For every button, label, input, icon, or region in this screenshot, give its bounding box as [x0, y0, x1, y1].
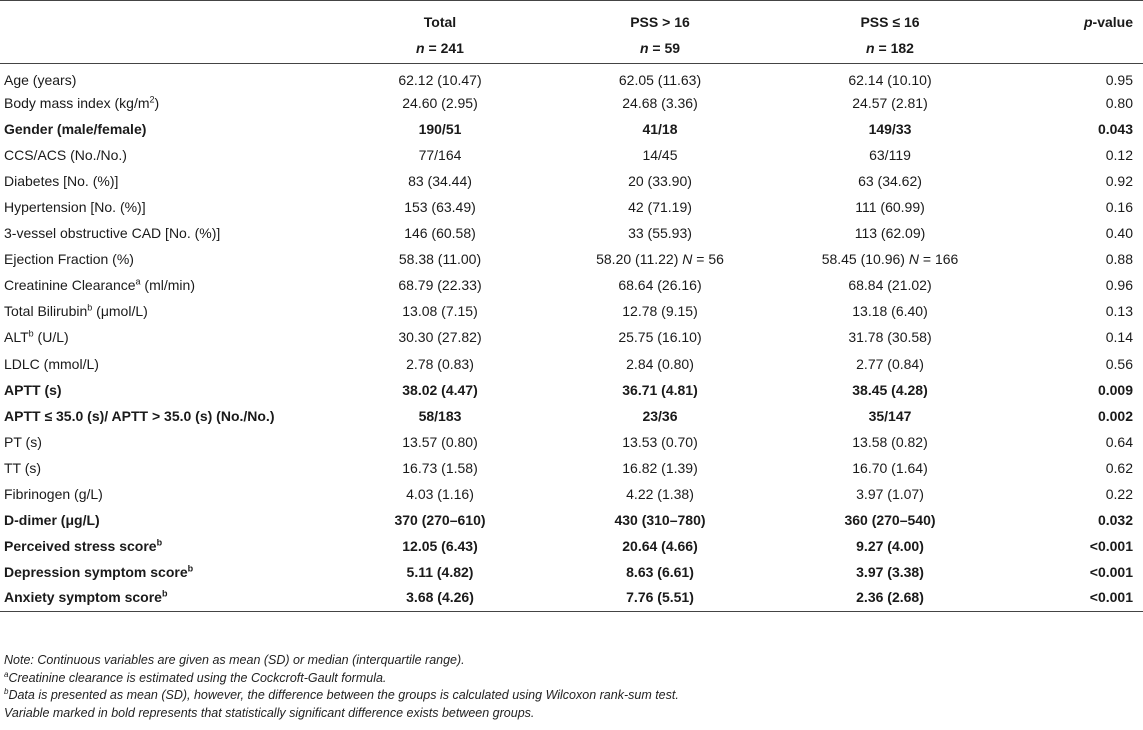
header-blank — [0, 1, 330, 35]
cell-p-value: 0.032 — [1097, 512, 1133, 529]
row-label: Body mass index $(kg/m^2)$ — [4, 93, 160, 111]
cell-pss-low: 35/147 — [868, 407, 912, 424]
cell-total: 77/164 — [418, 146, 462, 163]
row-label: CCS/ACS (No./No.) — [4, 146, 127, 163]
table-row — [0, 481, 1143, 507]
cell-total: 38.02 (4.47) — [402, 381, 478, 398]
header-blank-3 — [1010, 34, 1143, 64]
cell-p-value: 0.009 — [1097, 381, 1133, 398]
table-row — [0, 585, 1143, 611]
cell-pss-high: 7.76 (5.51) — [550, 585, 770, 611]
cell-pss-low: 9.27 (4.00) — [856, 538, 924, 555]
row-label: ALT$^b$ (U/L) — [4, 328, 69, 346]
cell-total: 83 (34.44) — [408, 172, 472, 189]
cell-p-value: 0.002 — [1097, 407, 1133, 424]
table-row — [0, 194, 1143, 220]
cell-p-value: 0.12 — [1105, 146, 1133, 163]
cell-pss-high: 13.53 (0.70) — [622, 433, 698, 450]
row-label: Diabetes [No. (%)] — [4, 172, 119, 189]
cell-total: 153 (63.49) — [404, 199, 476, 216]
table-row — [0, 90, 1143, 116]
row-label: 3-vessel obstructive CAD [No. (%)] — [4, 225, 221, 242]
cell-p-value: 0.96 — [1105, 277, 1133, 294]
header-total: Total — [423, 14, 457, 30]
row-label: PT (s) — [4, 433, 42, 450]
cell-pss-high: 25.75 (16.10) — [618, 329, 702, 346]
table-notes — [4, 652, 679, 722]
cell-pss-high: 20.64 (4.66) — [622, 538, 698, 555]
cell-p-value: 0.22 — [1105, 486, 1133, 503]
row-label: APTT (s) — [4, 381, 62, 398]
table-row — [0, 220, 1143, 246]
cell-total: 24.60 (2.95) — [402, 94, 478, 111]
cell-total: 58/183 — [418, 407, 462, 424]
cell-pss-low: 13.58 (0.82) — [852, 433, 928, 450]
cell-p-value: 0.40 — [1105, 225, 1133, 242]
cell-pss-low: 63 (34.62) — [858, 172, 922, 189]
cell-pss-high: 20 (33.90) — [628, 172, 692, 189]
cell-p-value: 0.95 — [1105, 71, 1133, 88]
cell-pss-low: 24.57 (2.81) — [852, 94, 928, 111]
n-prefix: N — [682, 251, 697, 268]
row-label: Ejection Fraction (%) — [4, 251, 134, 268]
cell-pss-high: 14/45 — [642, 146, 678, 163]
header-pss-low: PSS ≤ 16 — [860, 14, 920, 30]
row-label: Total Bilirubin$^b$ (μmol/L) — [4, 302, 148, 320]
cell-pss-high: 23/36 — [642, 407, 678, 424]
cell-p-value: 0.56 — [1105, 355, 1133, 372]
cell-p-value: 0.13 — [1105, 303, 1133, 320]
cell-pss-high: 430 (310–780) — [614, 512, 706, 529]
cell-pss-high: 24.68 (3.36) — [622, 94, 698, 111]
header-pss-high-n: n = 59 — [550, 34, 770, 64]
cell-total: 58.38 (11.00) — [398, 251, 482, 268]
note-wilcoxon: $^b$Data is presented as mean (SD), however, the difference between the groups is calculated using Wilcoxon rank-sum test. — [4, 686, 679, 702]
cell-total: 16.73 (1.58) — [402, 459, 478, 476]
header-p-value: p-value — [1083, 14, 1133, 30]
row-label: APTT ≤ 35.0 (s)/ APTT > 35.0 (s) (No./No.) — [4, 407, 275, 424]
n-prefix: N — [908, 251, 923, 268]
cell-pss-low: 2.36 (2.68) — [770, 585, 1010, 611]
cell-pss-low: 16.70 (1.64) — [852, 459, 928, 476]
cell-p-value: 0.16 — [1105, 199, 1133, 216]
cell-pss-low: 360 (270–540) — [844, 512, 936, 529]
cell-pss-low: 38.45 (4.28) — [852, 381, 928, 398]
cell-pss-low: 58.45 (10.96) N = 166 — [821, 251, 959, 268]
row-label: Age (years) — [4, 71, 77, 88]
cell-pss-high: 41/18 — [642, 120, 678, 137]
row-label: Perceived stress score$^b$ — [4, 537, 163, 555]
cell-pss-low: 63/119 — [869, 146, 911, 163]
cell-p-value: 0.62 — [1105, 459, 1133, 476]
table-body — [0, 64, 1143, 612]
cell-p-value: <0.001 — [1089, 564, 1133, 581]
row-label: D-dimer (μg/L) — [4, 512, 100, 529]
row-label: Creatinine Clearance$^a$ (ml/min) — [4, 276, 195, 294]
cell-p-value: 0.64 — [1105, 433, 1133, 450]
table-row — [0, 298, 1143, 324]
cell-pss-low: 62.14 (10.10) — [848, 71, 932, 88]
cell-total: 13.57 (0.80) — [402, 433, 478, 450]
cell-p-value: 0.88 — [1105, 251, 1133, 268]
header-blank-2 — [0, 34, 330, 64]
cell-total: 190/51 — [418, 120, 462, 137]
row-label: LDLC (mmol/L) — [4, 355, 99, 372]
cell-pss-high: 33 (55.93) — [628, 225, 692, 242]
cell-p-value: <0.001 — [1089, 538, 1133, 555]
cell-total: 370 (270–610) — [394, 512, 486, 529]
row-label: Depression symptom score$^b$ — [4, 563, 194, 581]
row-label: Fibrinogen (g/L) — [4, 486, 103, 503]
table-row — [0, 272, 1143, 298]
header-pss-low-n: n = 182 — [770, 34, 1010, 64]
cell-pss-high: 4.22 (1.38) — [626, 486, 694, 503]
cell-pss-high: 12.78 (9.15) — [622, 303, 698, 320]
cell-total: 3.68 (4.26) — [330, 585, 550, 611]
cell-p-value: 0.92 — [1105, 172, 1133, 189]
cell-pss-high: 36.71 (4.81) — [622, 381, 698, 398]
cell-total: 62.12 (10.47) — [398, 71, 482, 88]
cell-p-value: 0.14 — [1105, 329, 1133, 346]
cell-total: 68.79 (22.33) — [398, 277, 482, 294]
table-header — [0, 1, 1143, 64]
cell-pss-low: 31.78 (30.58) — [848, 329, 932, 346]
table-row — [0, 116, 1143, 142]
cell-pss-high: 8.63 (6.61) — [626, 564, 694, 581]
cell-total: 2.78 (0.83) — [406, 355, 474, 372]
cell-p-value: 0.043 — [1097, 120, 1133, 137]
table-row — [0, 455, 1143, 481]
table-row — [0, 403, 1143, 429]
cell-total: 146 (60.58) — [404, 225, 476, 242]
cell-pss-high: 42 (71.19) — [628, 199, 692, 216]
table-row — [0, 351, 1143, 377]
table-row — [0, 533, 1143, 559]
table-row — [0, 64, 1143, 90]
cell-pss-low: 3.97 (1.07) — [856, 486, 924, 503]
cell-pss-high: 62.05 (11.63) — [618, 71, 702, 88]
cell-pss-low: 68.84 (21.02) — [848, 277, 932, 294]
row-label: Anxiety symptom score$^b$ — [0, 585, 330, 611]
cell-pss-high: 58.20 (11.22) N = 56 — [596, 251, 724, 268]
note-continuous: Note: Continuous variables are given as mean (SD) or median (interquartile range). — [4, 653, 465, 667]
table-row — [0, 168, 1143, 194]
row-label: Hypertension [No. (%)] — [4, 199, 146, 216]
table-row — [0, 246, 1143, 272]
row-label: Gender (male/female) — [4, 120, 147, 137]
cell-pss-low: 13.18 (6.40) — [852, 303, 928, 320]
table-row — [0, 507, 1143, 533]
header-total-n: n = 241 — [330, 34, 550, 64]
cell-pss-low: 3.97 (3.38) — [856, 564, 924, 581]
table-row — [0, 559, 1143, 585]
table-row — [0, 429, 1143, 455]
cell-pss-low: 113 (62.09) — [854, 225, 926, 242]
cell-total: 12.05 (6.43) — [402, 538, 478, 555]
table-row — [0, 377, 1143, 403]
cell-pss-low: 2.77 (0.84) — [856, 355, 924, 372]
cell-total: 4.03 (1.16) — [406, 486, 474, 503]
cell-pss-high: 68.64 (26.16) — [618, 277, 702, 294]
header-pss-high: PSS > 16 — [630, 14, 690, 30]
cell-pss-high: 2.84 (0.80) — [626, 355, 694, 372]
row-label: TT (s) — [4, 459, 42, 476]
cell-pss-low: 111 (60.99) — [855, 199, 925, 216]
table-row — [0, 324, 1143, 350]
cell-p-value: 0.80 — [1105, 94, 1133, 111]
cell-total: 30.30 (27.82) — [398, 329, 482, 346]
cell-total: 5.11 (4.82) — [406, 564, 474, 581]
note-creatinine: $^a$Creatinine clearance is estimated using the Cockcroft-Gault formula. — [4, 669, 387, 685]
cell-pss-high: 16.82 (1.39) — [622, 459, 698, 476]
table-row — [0, 142, 1143, 168]
cell-p-value: <0.001 — [1010, 585, 1143, 611]
cell-pss-low: 149/33 — [868, 120, 912, 137]
cell-total: 13.08 (7.15) — [402, 303, 478, 320]
note-bold: Variable marked in bold represents that statistically significant difference exists between groups. — [4, 705, 535, 720]
